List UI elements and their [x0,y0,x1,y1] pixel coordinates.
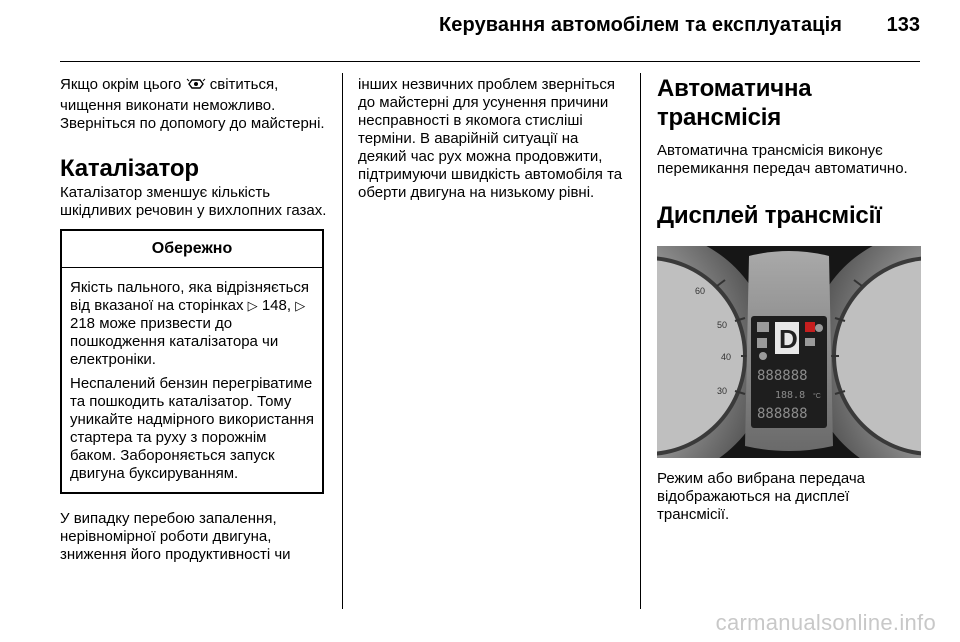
continuation-paragraph: інших незвичних проблем зверніться до майстерні для усунення причини несправності в якомога стисліші терміни. В аварійній ситуації на деякий час рух можна продовжити, підтримуючи швидкість автомобіля та оберти двигуна на низькому рівні. [358,76,623,201]
svg-text:40: 40 [721,352,732,362]
misfire-paragraph: У випадку перебою запалення, нерівномірної роботи двигуна, зниження його продуктивності чи [60,510,291,563]
watermark-text: carmanualsonline.info [715,610,936,635]
lcd-top-readout: 888888 [757,368,808,384]
caution-box [60,229,324,494]
catalyst-paragraph: Каталізатор зменшує кількість шкідливих речовин у вихлопних газах. [60,184,327,219]
page-ref-icon: ▷ [247,298,258,313]
lcd-mid-readout: 188.8 [775,390,806,401]
column-2 [358,76,628,202]
intro-text-after: світиться, чищення виконати неможливо. Зверніться по допомогу до майстерні. [60,76,325,132]
header-title: Керування автомобілем та експлуатація [438,14,842,36]
page-ref-link[interactable]: 218 [70,315,96,332]
column-divider-left [342,73,343,609]
column-1 [60,76,328,564]
section-heading-transmission-display: Дисплей трансмісії [657,202,882,229]
section-heading-catalyst: Каталізатор [60,155,199,182]
caution-paragraph-2: Неспалений бензин перегріватиме та пошкодить каталізатор. Тому уникайте надмірного використання стартера та руху з порожнім баком. Забороняється запуск двигуна буксируванням. [70,375,315,482]
caution-paragraph-1: Якість пального, яка відрізняється від вказаної на сторінках ▷ 148, ▷ 218 може призвести до пошкодження каталізатора чи електроніки. [70,279,310,368]
page-ref-link[interactable]: 148 [261,297,287,314]
svg-text:50: 50 [717,320,728,330]
lcd-bottom-readout: 888888 [757,406,808,422]
column-3 [657,74,921,524]
page-number: 133 [886,14,920,36]
header-rule [60,61,920,62]
caution-body [62,268,322,492]
gear-letter: D [779,324,798,354]
intro-paragraph [60,76,328,133]
column-divider-right [640,73,641,609]
instrument-cluster-illustration [657,246,921,458]
section-heading-automatic-transmission: Автоматична трансмісія [657,75,812,131]
intro-text-before: Якщо окрім цього [60,76,182,93]
warning-light-icon [186,76,206,97]
caution-title: Обережно [62,231,322,268]
image-caption: Режим або вибрана передача відображаються на дисплеї трансмісії. [657,470,866,523]
transmission-paragraph: Автоматична трансмісія виконує перемикання передач автоматично. [657,142,908,177]
svg-text:60: 60 [695,286,706,296]
transmission-display-image [657,246,921,458]
svg-text:30: 30 [717,386,728,396]
page-ref-icon: ▷ [295,298,306,313]
lcd-mid-unit: °C [813,393,821,400]
